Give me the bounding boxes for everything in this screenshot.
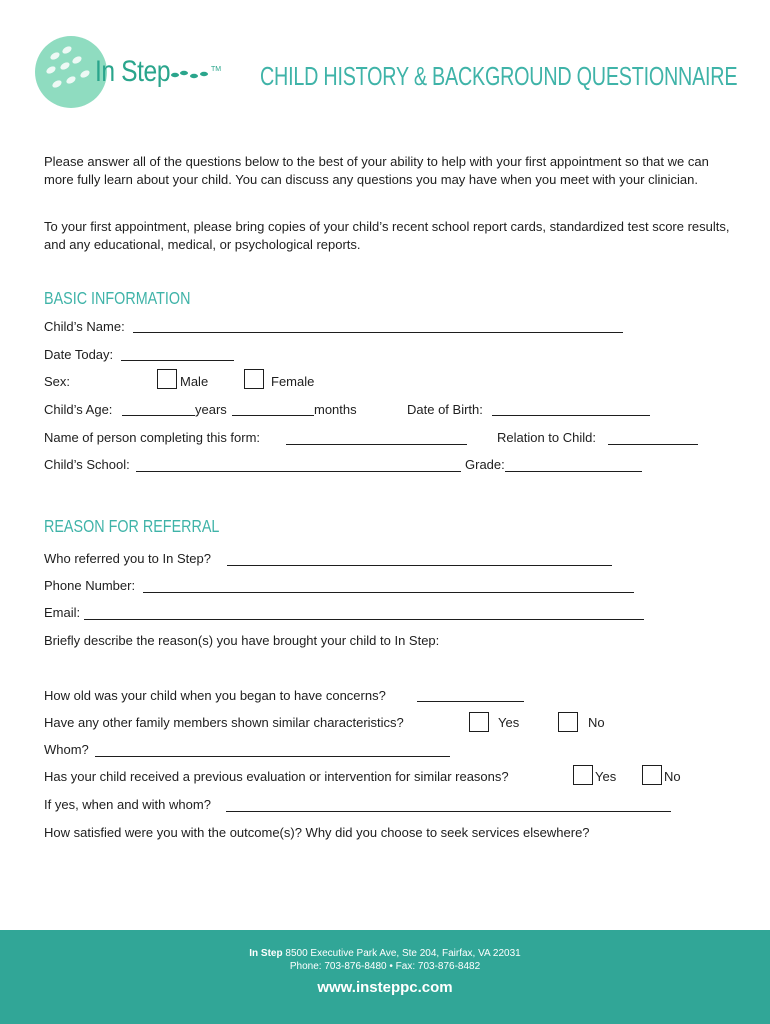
age-years-field[interactable]	[122, 415, 195, 416]
footer-address: 8500 Executive Park Ave, Ste 204, Fairfax, VA 22031	[285, 948, 521, 959]
person-completing-label: Name of person completing this form:	[44, 430, 261, 445]
female-checkbox[interactable]	[244, 369, 264, 389]
logo-text: In Step	[95, 55, 171, 88]
childs-name-label: Child’s Name:	[44, 319, 125, 334]
phone-label: Phone Number:	[44, 578, 136, 593]
previous-evaluation-label: Has your child received a previous evaluation or intervention for similar reasons?	[44, 769, 509, 784]
footsteps-icon	[170, 68, 212, 86]
trademark: TM	[211, 66, 222, 73]
relation-label: Relation to Child:	[497, 430, 596, 445]
childs-age-label: Child’s Age:	[44, 402, 113, 417]
family-yes-label: Yes	[498, 715, 520, 730]
describe-reason-label: Briefly describe the reason(s) you have brought your child to In Step:	[44, 633, 440, 648]
childs-name-field[interactable]	[133, 332, 623, 333]
relation-field[interactable]	[608, 444, 698, 445]
grade-label: Grade:	[465, 457, 505, 472]
footer-brand-name: In Step	[249, 948, 283, 959]
intro-paragraph-1: Please answer all of the questions below to the best of your ability to help with your first appointment so that we can more fully learn about your child. You can discuss any questions you may have when you meet with your clinician.	[44, 154, 709, 187]
years-label: years	[195, 402, 227, 417]
prev-eval-no-label: No	[664, 769, 681, 784]
months-label: months	[314, 402, 357, 417]
male-label: Male	[180, 374, 209, 389]
prev-eval-no-checkbox[interactable]	[642, 765, 662, 785]
footer-address-line	[0, 948, 770, 959]
prev-eval-yes-label: Yes	[595, 769, 617, 784]
school-field[interactable]	[136, 471, 461, 472]
phone-field[interactable]	[143, 592, 634, 593]
dob-label: Date of Birth:	[407, 402, 483, 417]
prev-eval-yes-checkbox[interactable]	[573, 765, 593, 785]
page-title: CHILD HISTORY & BACKGROUND QUESTIONNAIRE	[260, 61, 738, 91]
email-field[interactable]	[84, 619, 644, 620]
age-months-field[interactable]	[232, 415, 314, 416]
dob-field[interactable]	[492, 415, 650, 416]
male-checkbox[interactable]	[157, 369, 177, 389]
who-referred-field[interactable]	[227, 565, 612, 566]
family-no-label: No	[588, 715, 605, 730]
satisfied-label: How satisfied were you with the outcome(s)? Why did you choose to seek services elsewhere?	[44, 825, 590, 840]
grade-field[interactable]	[505, 471, 642, 472]
who-referred-label: Who referred you to In Step?	[44, 551, 211, 566]
how-old-field[interactable]	[417, 701, 524, 702]
whom-label: Whom?	[44, 742, 89, 757]
if-yes-label: If yes, when and with whom?	[44, 797, 211, 812]
family-members-label: Have any other family members shown similar characteristics?	[44, 715, 404, 730]
person-completing-field[interactable]	[286, 444, 467, 445]
footer-band	[0, 930, 770, 1024]
sex-label: Sex:	[44, 374, 71, 389]
family-no-checkbox[interactable]	[558, 712, 578, 732]
section-heading-referral: REASON FOR REFERRAL	[44, 516, 220, 536]
intro-paragraph-2: To your first appointment, please bring copies of your child’s recent school report cards, standardized test score results, and any educational, medical, or psychological reports.	[44, 219, 730, 252]
whom-field[interactable]	[95, 756, 450, 757]
footer-website-link[interactable]: www.insteppc.com	[317, 979, 453, 996]
family-yes-checkbox[interactable]	[469, 712, 489, 732]
if-yes-field[interactable]	[226, 811, 671, 812]
footer-phone-fax: Phone: 703-876-8480 • Fax: 703-876-8482	[289, 961, 481, 972]
date-today-field[interactable]	[121, 360, 234, 361]
date-today-label: Date Today:	[44, 347, 114, 362]
email-label: Email:	[44, 605, 81, 620]
female-label: Female	[271, 374, 315, 389]
school-label: Child’s School:	[44, 457, 130, 472]
section-heading-basic: BASIC INFORMATION	[44, 288, 191, 308]
how-old-label: How old was your child when you began to have concerns?	[44, 688, 386, 703]
